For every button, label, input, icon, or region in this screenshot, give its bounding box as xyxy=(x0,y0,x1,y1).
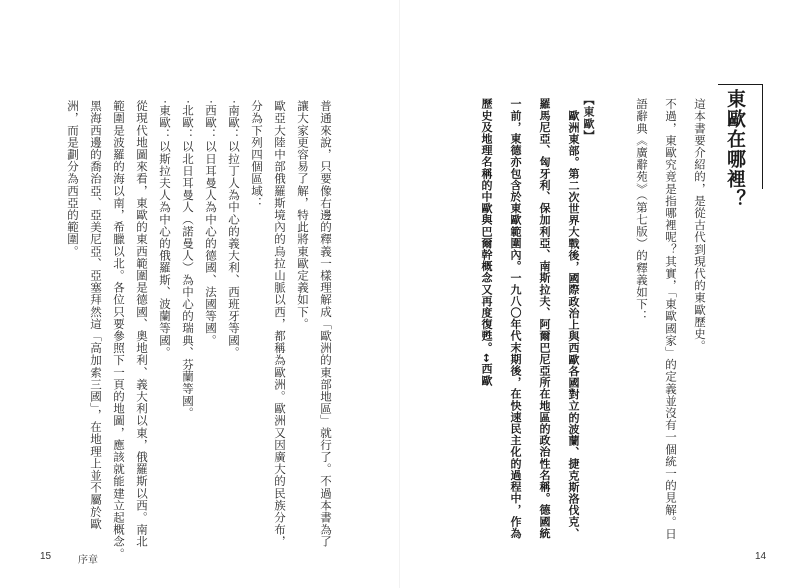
chapter-heading: 東歐在哪裡？ xyxy=(724,89,746,209)
list-item-west: ‧西歐：以日耳曼人為中心的德國、法國等國。 xyxy=(204,100,218,347)
definition-line-2: 羅馬尼亞、匈牙利、保加利亞、南斯拉夫、阿爾巴尼亞所在地區的政治性名稱。德國統 xyxy=(538,98,551,539)
page-number-right: 14 xyxy=(755,551,767,562)
body-line-12: 洲，而是劃分為西亞的範圍。 xyxy=(66,100,80,258)
body-line-2: 讓大家更容易了解，特此將東歐定義如下。 xyxy=(296,100,310,330)
definition-tag: 【東歐】 xyxy=(582,94,595,142)
page-number-left: 15 xyxy=(40,551,52,562)
intro-line-2: 不過，東歐究竟是指哪裡呢？其實，「東歐國家」的定義並沒有一個統一的見解。日 xyxy=(664,98,678,540)
body-line-1: 普通來說，只要像右邊的釋義一樣理解成「歐洲的東部地區」就行了。不過本書為了 xyxy=(319,100,333,548)
body-line-10: 範圍是波羅的海以南，希臘以北。各位只要參照下一頁的地圖，應該就能建立起概念。 xyxy=(112,100,126,560)
body-line-11: 黑海西邊的喬治亞、亞美尼亞、亞塞拜然這「高加索三國」，在地理上並不屬於歐 xyxy=(89,100,103,530)
definition-line-3: 一前，東德亦包含於東歐範圍內。一九八〇年代末期後，在快速民主化的過程中，作為 xyxy=(509,98,522,539)
chapter-heading-box xyxy=(718,84,763,209)
definition-line-1: 歐洲東部。第二次世界大戰後，國際政治上與西歐各國對立的波蘭、捷克斯洛伐克、 xyxy=(567,110,580,540)
running-head: 序章 xyxy=(78,555,98,566)
body-line-9: 從現代地圖來看，東歐的東西範圍是德國、奧地利、義大利以東，俄羅斯以西。南北 xyxy=(135,100,149,548)
intro-line-1: 這本書要介紹的，是從古代到現代的東歐歷史。 xyxy=(693,98,707,353)
definition-line-4: 歷史及地理名稱的中歐與巴爾幹概念又再度復甦。↔西歐 xyxy=(480,98,493,387)
body-line-4: 分為下列四個區域： xyxy=(250,100,264,209)
list-item-north: ‧北歐：以北日耳曼人（諾曼人）為中心的瑞典、芬蘭等國。 xyxy=(181,100,195,419)
page-gutter xyxy=(399,0,400,588)
intro-line-3: 語辭典《廣辭苑》（第七版）的釋義如下： xyxy=(635,98,649,323)
list-item-east: ‧東歐：以斯拉夫人為中心的俄羅斯、波蘭等國。 xyxy=(158,100,172,359)
body-line-3: 歐亞大陸中部俄羅斯境內的烏拉山脈以西，都稱為歐洲。歐洲又因廣大的民族分布， xyxy=(273,100,287,548)
list-item-south: ‧南歐：以拉丁人為中心的義大利、西班牙等國。 xyxy=(227,100,241,359)
